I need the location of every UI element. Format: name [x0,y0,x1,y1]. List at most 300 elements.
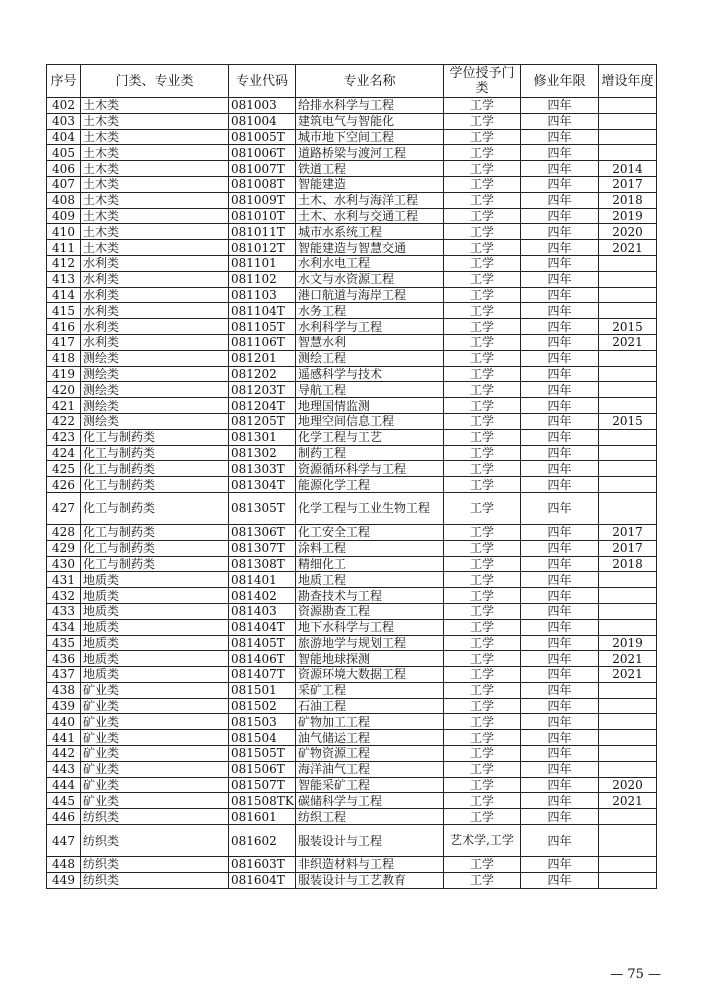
table-row [47,603,657,619]
cell-year-added [599,714,657,730]
cell-degree: 工学 [444,287,521,303]
cell-serial: 420 [47,382,81,398]
cell-serial: 444 [47,777,81,793]
header-code: 专业代码 [229,65,296,98]
cell-year-added: 2021 [599,334,657,350]
table-row [47,635,657,651]
cell-serial: 403 [47,113,81,129]
cell-code: 081010T [229,208,296,224]
table-row [47,192,657,208]
cell-duration: 四年 [521,477,599,493]
cell-year-added: 2018 [599,556,657,572]
cell-serial: 423 [47,429,81,445]
cell-code: 081601 [229,809,296,825]
cell-degree: 工学 [444,398,521,414]
cell-duration: 四年 [521,825,599,857]
cell-category: 矿业类 [81,746,229,762]
cell-major-name: 服装设计与工程 [296,825,444,857]
cell-category: 测绘类 [81,350,229,366]
cell-category: 水利类 [81,287,229,303]
cell-major-name: 智能地球探测 [296,651,444,667]
cell-serial: 415 [47,303,81,319]
cell-serial: 409 [47,208,81,224]
table-row [47,730,657,746]
cell-major-name: 能源化学工程 [296,477,444,493]
cell-major-name: 非织造材料与工程 [296,857,444,873]
cell-serial: 418 [47,350,81,366]
cell-serial: 427 [47,492,81,524]
cell-serial: 424 [47,445,81,461]
cell-major-name: 智能建造与智慧交通 [296,240,444,256]
cell-duration: 四年 [521,319,599,335]
cell-category: 矿业类 [81,793,229,809]
cell-category: 矿业类 [81,777,229,793]
major-catalog-table [46,64,657,889]
cell-serial: 410 [47,224,81,240]
table-row [47,129,657,145]
cell-year-added [599,825,657,857]
table-row [47,651,657,667]
table-row [47,588,657,604]
cell-degree: 工学 [444,588,521,604]
cell-major-name: 地质工程 [296,572,444,588]
cell-duration: 四年 [521,382,599,398]
cell-category: 测绘类 [81,398,229,414]
cell-duration: 四年 [521,667,599,683]
cell-code: 081008T [229,176,296,192]
table-row [47,682,657,698]
cell-degree: 工学 [444,651,521,667]
cell-serial: 449 [47,872,81,888]
cell-degree: 工学 [444,730,521,746]
cell-duration: 四年 [521,176,599,192]
cell-code: 081307T [229,540,296,556]
cell-duration: 四年 [521,556,599,572]
cell-code: 081503 [229,714,296,730]
cell-duration: 四年 [521,682,599,698]
table-row [47,224,657,240]
cell-serial: 435 [47,635,81,651]
table-row [47,572,657,588]
cell-year-added: 2019 [599,208,657,224]
cell-code: 081205T [229,413,296,429]
cell-major-name: 石油工程 [296,698,444,714]
cell-year-added [599,682,657,698]
page-number: — 75 — [610,967,661,982]
cell-duration: 四年 [521,192,599,208]
table-row [47,176,657,192]
cell-serial: 428 [47,524,81,540]
cell-degree: 工学 [444,113,521,129]
cell-code: 081302 [229,445,296,461]
cell-duration: 四年 [521,698,599,714]
cell-serial: 419 [47,366,81,382]
cell-code: 081106T [229,334,296,350]
cell-category: 土木类 [81,129,229,145]
cell-major-name: 资源环境大数据工程 [296,667,444,683]
table-row [47,145,657,161]
table-row [47,98,657,114]
cell-year-added [599,572,657,588]
cell-major-name: 矿物加工工程 [296,714,444,730]
cell-code: 081007T [229,161,296,177]
cell-year-added [599,857,657,873]
cell-year-added: 2021 [599,651,657,667]
cell-major-name: 测绘工程 [296,350,444,366]
cell-degree: 工学 [444,714,521,730]
header-major-name: 专业名称 [296,65,444,98]
cell-major-name: 智能建造 [296,176,444,192]
table-row [47,825,657,857]
cell-major-name: 城市水系统工程 [296,224,444,240]
cell-code: 081506T [229,761,296,777]
cell-major-name: 地理国情监测 [296,398,444,414]
cell-duration: 四年 [521,224,599,240]
cell-serial: 416 [47,319,81,335]
cell-year-added [599,746,657,762]
cell-category: 土木类 [81,240,229,256]
cell-serial: 443 [47,761,81,777]
cell-duration: 四年 [521,334,599,350]
cell-code: 081011T [229,224,296,240]
cell-serial: 434 [47,619,81,635]
cell-duration: 四年 [521,145,599,161]
cell-duration: 四年 [521,524,599,540]
cell-degree: 工学 [444,461,521,477]
cell-duration: 四年 [521,445,599,461]
cell-year-added [599,809,657,825]
cell-serial: 411 [47,240,81,256]
cell-degree: 工学 [444,619,521,635]
cell-serial: 447 [47,825,81,857]
cell-category: 土木类 [81,161,229,177]
cell-code: 081602 [229,825,296,857]
cell-major-name: 资源勘查工程 [296,603,444,619]
header-category: 门类、专业类 [81,65,229,98]
cell-degree: 工学 [444,98,521,114]
table-row [47,413,657,429]
cell-category: 土木类 [81,208,229,224]
cell-duration: 四年 [521,303,599,319]
table-row [47,429,657,445]
cell-category: 化工与制药类 [81,524,229,540]
cell-code: 081303T [229,461,296,477]
table-row [47,777,657,793]
cell-degree: 工学 [444,334,521,350]
cell-duration: 四年 [521,366,599,382]
cell-category: 地质类 [81,651,229,667]
cell-code: 081502 [229,698,296,714]
cell-degree: 工学 [444,145,521,161]
cell-code: 081005T [229,129,296,145]
cell-category: 土木类 [81,98,229,114]
cell-year-added [599,761,657,777]
cell-major-name: 资源循环科学与工程 [296,461,444,477]
cell-category: 化工与制药类 [81,445,229,461]
cell-duration: 四年 [521,350,599,366]
cell-category: 土木类 [81,192,229,208]
cell-major-name: 制药工程 [296,445,444,461]
cell-category: 化工与制药类 [81,492,229,524]
cell-category: 水利类 [81,334,229,350]
cell-serial: 431 [47,572,81,588]
table-row [47,350,657,366]
cell-category: 化工与制药类 [81,540,229,556]
cell-degree: 工学 [444,698,521,714]
cell-serial: 414 [47,287,81,303]
cell-degree: 工学 [444,477,521,493]
cell-code: 081304T [229,477,296,493]
cell-category: 地质类 [81,603,229,619]
cell-category: 地质类 [81,635,229,651]
cell-duration: 四年 [521,255,599,271]
cell-category: 土木类 [81,176,229,192]
cell-year-added [599,366,657,382]
cell-major-name: 化工安全工程 [296,524,444,540]
cell-major-name: 给排水科学与工程 [296,98,444,114]
cell-category: 化工与制药类 [81,429,229,445]
table-row [47,445,657,461]
header-serial: 序号 [47,65,81,98]
cell-year-added: 2017 [599,524,657,540]
cell-category: 水利类 [81,271,229,287]
cell-duration: 四年 [521,113,599,129]
cell-major-name: 海洋油气工程 [296,761,444,777]
table-header-row [47,65,657,98]
cell-degree: 工学 [444,255,521,271]
cell-major-name: 勘查技术与工程 [296,588,444,604]
cell-serial: 417 [47,334,81,350]
cell-degree: 工学 [444,682,521,698]
cell-major-name: 油气储运工程 [296,730,444,746]
cell-major-name: 化学工程与工业生物工程 [296,492,444,524]
cell-degree: 工学 [444,793,521,809]
cell-code: 081401 [229,572,296,588]
cell-category: 矿业类 [81,730,229,746]
cell-code: 081501 [229,682,296,698]
cell-code: 081103 [229,287,296,303]
table-row [47,161,657,177]
cell-category: 水利类 [81,255,229,271]
cell-degree: 工学 [444,746,521,762]
cell-code: 081012T [229,240,296,256]
header-duration: 修业年限 [521,65,599,98]
cell-degree: 工学 [444,176,521,192]
cell-code: 081308T [229,556,296,572]
cell-serial: 446 [47,809,81,825]
table-row [47,556,657,572]
cell-degree: 工学 [444,635,521,651]
cell-code: 081504 [229,730,296,746]
cell-serial: 433 [47,603,81,619]
cell-year-added [599,477,657,493]
cell-degree: 工学 [444,161,521,177]
cell-major-name: 旅游地学与规划工程 [296,635,444,651]
cell-code: 081101 [229,255,296,271]
cell-degree: 工学 [444,319,521,335]
cell-duration: 四年 [521,603,599,619]
cell-major-name: 化学工程与工艺 [296,429,444,445]
cell-code: 081201 [229,350,296,366]
cell-serial: 407 [47,176,81,192]
cell-year-added [599,461,657,477]
cell-year-added [599,98,657,114]
cell-category: 化工与制药类 [81,477,229,493]
cell-major-name: 道路桥梁与渡河工程 [296,145,444,161]
cell-major-name: 精细化工 [296,556,444,572]
table-row [47,746,657,762]
cell-code: 081306T [229,524,296,540]
cell-degree: 工学 [444,429,521,445]
cell-major-name: 水利水电工程 [296,255,444,271]
cell-serial: 405 [47,145,81,161]
cell-category: 测绘类 [81,366,229,382]
table-row [47,492,657,524]
table-row [47,872,657,888]
cell-serial: 402 [47,98,81,114]
cell-code: 081204T [229,398,296,414]
cell-serial: 421 [47,398,81,414]
cell-code: 081405T [229,635,296,651]
cell-serial: 438 [47,682,81,698]
cell-major-name: 碳储科学与工程 [296,793,444,809]
table-row [47,303,657,319]
cell-degree: 工学 [444,572,521,588]
cell-code: 081508TK [229,793,296,809]
cell-serial: 437 [47,667,81,683]
cell-year-added [599,287,657,303]
cell-year-added: 2021 [599,667,657,683]
cell-duration: 四年 [521,793,599,809]
cell-degree: 工学 [444,303,521,319]
cell-degree: 工学 [444,382,521,398]
cell-major-name: 纺织工程 [296,809,444,825]
cell-serial: 406 [47,161,81,177]
cell-degree: 工学 [444,413,521,429]
cell-degree: 工学 [444,350,521,366]
cell-serial: 413 [47,271,81,287]
cell-year-added [599,398,657,414]
cell-degree: 工学 [444,445,521,461]
table-row [47,857,657,873]
cell-major-name: 导航工程 [296,382,444,398]
cell-serial: 422 [47,413,81,429]
cell-year-added [599,350,657,366]
cell-serial: 436 [47,651,81,667]
cell-duration: 四年 [521,572,599,588]
cell-degree: 工学 [444,556,521,572]
table-row [47,366,657,382]
cell-category: 矿业类 [81,761,229,777]
cell-serial: 429 [47,540,81,556]
cell-degree: 工学 [444,777,521,793]
cell-degree: 工学 [444,240,521,256]
cell-year-added [599,129,657,145]
cell-year-added: 2021 [599,793,657,809]
cell-category: 地质类 [81,572,229,588]
cell-code: 081403 [229,603,296,619]
cell-category: 水利类 [81,303,229,319]
cell-major-name: 铁道工程 [296,161,444,177]
cell-year-added [599,145,657,161]
cell-year-added: 2015 [599,319,657,335]
cell-major-name: 水利科学与工程 [296,319,444,335]
cell-code: 081507T [229,777,296,793]
table-row [47,461,657,477]
cell-degree: 艺术学,工学 [444,825,521,857]
cell-code: 081105T [229,319,296,335]
cell-year-added [599,255,657,271]
cell-code: 081404T [229,619,296,635]
cell-year-added [599,730,657,746]
table-row [47,271,657,287]
cell-category: 矿业类 [81,698,229,714]
cell-duration: 四年 [521,413,599,429]
header-degree: 学位授予门类 [444,65,521,98]
cell-year-added: 2017 [599,176,657,192]
cell-year-added: 2018 [599,192,657,208]
cell-serial: 442 [47,746,81,762]
cell-duration: 四年 [521,287,599,303]
cell-category: 地质类 [81,667,229,683]
cell-category: 化工与制药类 [81,556,229,572]
cell-serial: 404 [47,129,81,145]
cell-serial: 441 [47,730,81,746]
cell-year-added: 2017 [599,540,657,556]
cell-year-added [599,382,657,398]
cell-major-name: 智能采矿工程 [296,777,444,793]
cell-duration: 四年 [521,809,599,825]
cell-category: 土木类 [81,224,229,240]
cell-duration: 四年 [521,271,599,287]
table-row [47,319,657,335]
cell-major-name: 采矿工程 [296,682,444,698]
cell-code: 081407T [229,667,296,683]
cell-code: 081604T [229,872,296,888]
cell-serial: 448 [47,857,81,873]
cell-duration: 四年 [521,588,599,604]
cell-category: 矿业类 [81,714,229,730]
cell-degree: 工学 [444,492,521,524]
cell-duration: 四年 [521,651,599,667]
cell-degree: 工学 [444,857,521,873]
cell-code: 081203T [229,382,296,398]
cell-major-name: 地理空间信息工程 [296,413,444,429]
cell-major-name: 服装设计与工艺教育 [296,872,444,888]
cell-code: 081202 [229,366,296,382]
cell-major-name: 港口航道与海岸工程 [296,287,444,303]
cell-major-name: 矿物资源工程 [296,746,444,762]
table-row [47,619,657,635]
cell-year-added [599,303,657,319]
cell-degree: 工学 [444,524,521,540]
cell-duration: 四年 [521,208,599,224]
cell-category: 地质类 [81,588,229,604]
cell-year-added [599,445,657,461]
cell-degree: 工学 [444,271,521,287]
cell-code: 081006T [229,145,296,161]
table-body [47,98,657,889]
cell-category: 化工与制药类 [81,461,229,477]
cell-duration: 四年 [521,240,599,256]
cell-major-name: 土木、水利与交通工程 [296,208,444,224]
table-row [47,667,657,683]
cell-duration: 四年 [521,492,599,524]
cell-code: 081003 [229,98,296,114]
cell-year-added [599,698,657,714]
cell-duration: 四年 [521,461,599,477]
table-row [47,793,657,809]
